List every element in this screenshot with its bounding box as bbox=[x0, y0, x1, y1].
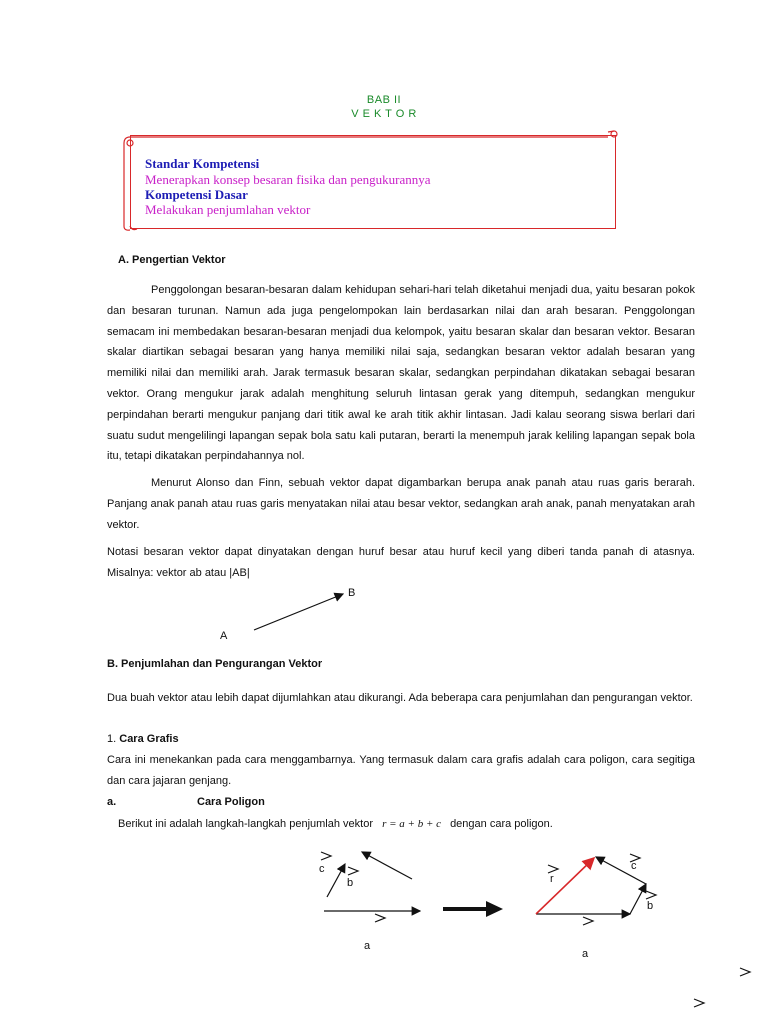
section-a-paragraph-3: Notasi besaran vektor dapat dinyatakan dengan huruf besar atau huruf kecil yang diberi tanda panah di atasnya. Misalnya: vektor ab atau |AB| bbox=[107, 546, 695, 579]
sk-heading: Standar Kompetensi bbox=[145, 156, 260, 171]
subsection-a-title: Cara Poligon bbox=[197, 796, 265, 808]
right-label-c: c bbox=[631, 860, 637, 872]
right-label-r: r bbox=[550, 873, 554, 885]
polygon-vector-b bbox=[630, 884, 646, 914]
chapter-number: BAB II bbox=[366, 94, 402, 106]
right-label-b: b bbox=[647, 900, 654, 912]
kd-heading: Kompetensi Dasar bbox=[145, 187, 248, 202]
polygon-vector-c bbox=[596, 857, 646, 884]
point-b-label: B bbox=[348, 587, 356, 599]
arrow-symbol-b bbox=[348, 867, 358, 875]
polygon-resultant-r bbox=[536, 858, 594, 914]
vector-b-arrow bbox=[362, 852, 412, 879]
steps-outro: dengan cara poligon. bbox=[450, 818, 553, 830]
arrow-symbol-a bbox=[583, 917, 593, 925]
subsection-title: Cara Grafis bbox=[119, 733, 179, 745]
polygon-figure bbox=[536, 854, 656, 925]
arrow-symbol-c bbox=[321, 852, 331, 860]
scroll-decoration bbox=[124, 131, 617, 230]
section-a-heading: A. Pengertian Vektor bbox=[118, 254, 226, 266]
steps-intro: Berikut ini adalah langkah-langkah penjumlah vektor bbox=[118, 818, 373, 830]
transform-arrowhead bbox=[486, 901, 503, 917]
subsection-a-letter: a. bbox=[107, 796, 117, 808]
left-label-a: a bbox=[364, 940, 371, 952]
arrow-symbol-r bbox=[548, 865, 558, 873]
kd-text: Melakukan penjumlahan vektor bbox=[145, 202, 311, 217]
right-label-a: a bbox=[582, 948, 589, 960]
left-label-c: c bbox=[319, 863, 325, 875]
sum-formula: r = a + b + c bbox=[382, 818, 441, 830]
section-b-heading: B. Penjumlahan dan Pengurangan Vektor bbox=[107, 658, 323, 670]
vector-ab-arrow bbox=[254, 594, 343, 630]
stray-arrow-glyph bbox=[694, 999, 704, 1007]
point-a-label: A bbox=[220, 630, 228, 642]
left-label-b: b bbox=[347, 877, 354, 889]
subsection-number: 1. bbox=[107, 733, 117, 745]
paragraph-text: Penggolongan besaran-besaran dalam kehidupan sehari-hari telah diketahui menjadi dua, yaitu besaran pokok dan besaran turunan. Namun ada juga pengelompokan lain berdasarkan nilai dan arah besaran. Penggolongan semacam ini membedakan besaran-besaran menjadi dua kelompok, yaitu besaran skalar dan besaran vektor. Besaran skalar diartikan sebagai besaran yang hanya memiliki nilai saja, sedangkan besaran vektor adalah besaran yang memiliki nilai dan memiliki arah. Jarak termasuk besaran skalar, sedangkan perpindahan dikatakan sebagai besaran vektor. Orang mengukur jarak adalah menghitung seluruh lintasan gerak yang ditempuh, sedangkan mengukur perpindahan berarti mengukur panjang dari titik awal ke arah titik akhir lintasan. Jadi kalau seorang siswa berlari dari suatu sudut mengelilingi lapangan sepak bola satu kali putaran, berarti la menempuh jarak keliling lapangan sepak bola itu, tetapi dikatakan perpindahannya nol. bbox=[107, 284, 695, 463]
section-b-paragraph-1: Dua buah vektor atau lebih dapat dijumlahkan atau dikurangi. Ada beberapa cara penjumlahan dan pengurangan vektor. bbox=[107, 692, 693, 704]
paragraph-text: Menurut Alonso dan Finn, sebuah vektor dapat digambarkan berupa anak panah atau ruas garis berarah. Panjang anak panah atau ruas garis menyatakan nilai atau besar vektor, sedangkan arah anak, panah menyatakan arah vektor. bbox=[107, 477, 695, 531]
chapter-title: V E K T O R bbox=[351, 108, 417, 120]
arrow-symbol-a bbox=[375, 914, 385, 922]
separate-vectors-figure bbox=[321, 852, 420, 922]
sk-text: Menerapkan konsep besaran fisika dan pengukurannya bbox=[145, 172, 431, 187]
arrow-symbol-b bbox=[646, 891, 656, 899]
subsection-1-text: Cara ini menekankan pada cara menggambarnya. Yang termasuk dalam cara grafis adalah cara poligon, cara segitiga dan cara jajaran genjang. bbox=[107, 754, 695, 787]
stray-arrow-glyph bbox=[740, 968, 750, 976]
vector-c-arrow bbox=[327, 864, 345, 897]
